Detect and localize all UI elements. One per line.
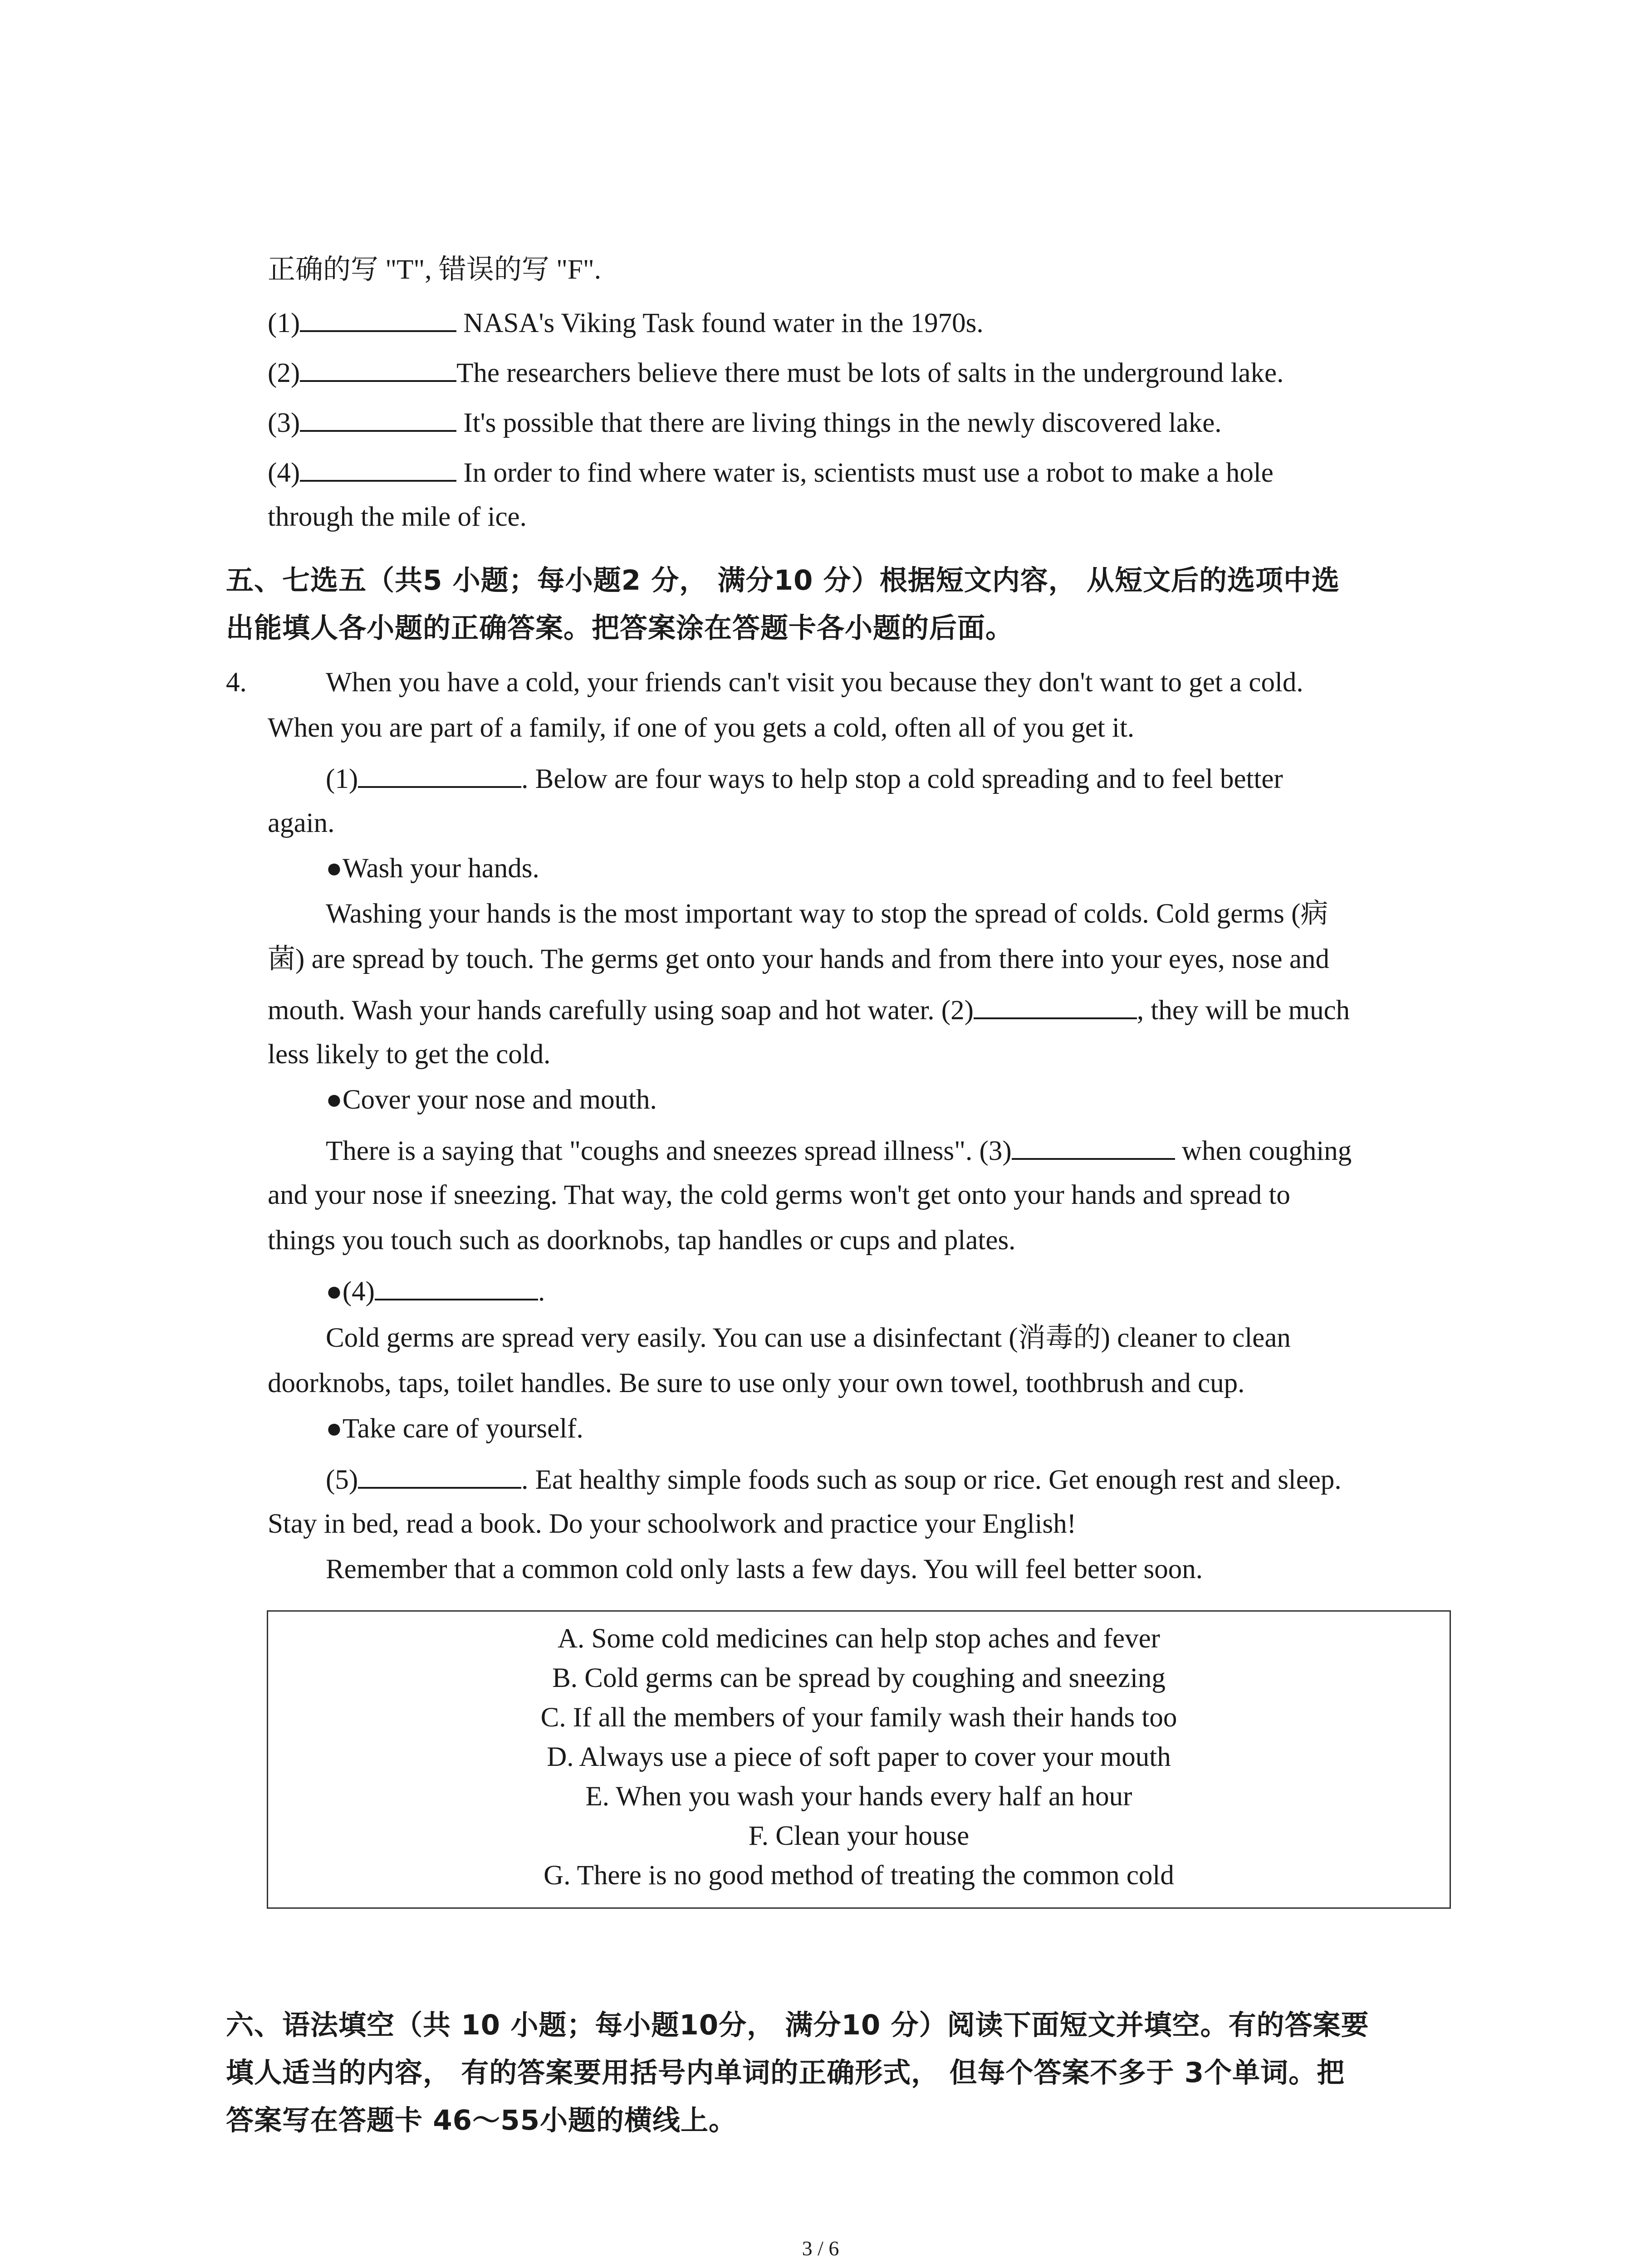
section6-header-line2: 填人适当的内容， 有的答案要用括号内单词的正确形式， 但每个答案不多于 3个单词。把: [226, 2057, 1345, 2089]
passage-text: , they will be much: [1136, 995, 1350, 1026]
passage-line: again.: [268, 808, 335, 838]
tf-instruction: 正确的写 "T", 错误的写 "F".: [268, 254, 602, 285]
option-f: F. Clean your house: [748, 1821, 970, 1851]
passage-text: .: [538, 1276, 545, 1307]
tf-item-2: [268, 354, 1283, 391]
option-b: B. Cold germs can be spread by coughing and sneezing: [552, 1663, 1166, 1693]
passage-line: [326, 1461, 1342, 1498]
bullet-heading: ●Take care of yourself.: [326, 1413, 583, 1444]
bullet-heading: [326, 1272, 545, 1310]
options-box: [267, 1610, 1451, 1909]
passage-line: [268, 991, 1350, 1029]
blank-number: (5): [326, 1465, 358, 1495]
passage-line: less likely to get the cold.: [268, 1039, 551, 1070]
answer-blank-4[interactable]: [375, 1272, 538, 1300]
item-text: In order to find where water is, scientists must use a robot to make a hole: [456, 458, 1274, 488]
passage-text: . Eat healthy simple foods such as soup or rice. Get enough rest and sleep.: [521, 1465, 1342, 1495]
question-number: 4.: [226, 667, 247, 698]
option-e: E. When you wash your hands every half an hour: [585, 1781, 1132, 1812]
section5-header-line2: 出能填人各小题的正确答案。把答案涂在答题卡各小题的后面。: [226, 612, 1014, 644]
passage-line: Washing your hands is the most important way to stop the spread of colds. Cold germs (病: [326, 899, 1328, 929]
passage-text: mouth. Wash your hands carefully using soap and hot water. (2): [268, 995, 974, 1026]
item-number: (1): [268, 308, 300, 338]
answer-blank[interactable]: [300, 304, 456, 332]
answer-blank[interactable]: [300, 404, 456, 432]
tf-item-3: [268, 404, 1222, 441]
answer-blank-2[interactable]: [974, 991, 1137, 1019]
passage-line: When you have a cold, your friends can't visit you because they don't want to get a cold.: [326, 667, 1303, 698]
passage-line: [326, 1132, 1352, 1169]
tf-item-4: [268, 454, 1274, 491]
passage-line: [326, 760, 1283, 797]
passage-line: Cold germs are spread very easily. You can use a disinfectant (消毒的) cleaner to clean: [326, 1323, 1291, 1353]
answer-blank[interactable]: [300, 354, 456, 382]
section5-header-line1: 五、七选五（共5 小题；每小题2 分， 满分10 分）根据短文内容， 从短文后的选项中选: [226, 564, 1340, 596]
blank-number: ●(4): [326, 1276, 375, 1307]
section6-header-line1: 六、语法填空（共 10 小题；每小题10分， 满分10 分）阅读下面短文并填空。有的答案要: [226, 2009, 1369, 2041]
item-number: (3): [268, 408, 300, 438]
tf-item-1: [268, 304, 984, 342]
answer-blank[interactable]: [300, 454, 456, 482]
item-text: The researchers believe there must be lots of salts in the underground lake.: [456, 358, 1284, 388]
tf-item-4-continued: through the mile of ice.: [268, 502, 527, 532]
passage-text: . Below are four ways to help stop a cold spreading and to feel better: [521, 764, 1283, 794]
item-text: NASA's Viking Task found water in the 1970s.: [456, 308, 984, 338]
passage-text: when coughing: [1175, 1136, 1352, 1166]
passage-line: things you touch such as doorknobs, tap handles or cups and plates.: [268, 1225, 1016, 1256]
option-c: C. If all the members of your family wash their hands too: [540, 1702, 1177, 1733]
passage-line: doorknobs, taps, toilet handles. Be sure to use only your own towel, toothbrush and cup.: [268, 1368, 1245, 1398]
passage-line: When you are part of a family, if one of you gets a cold, often all of you get it.: [268, 713, 1135, 743]
passage-line: and your nose if sneezing. That way, the cold germs won't get onto your hands and spread to: [268, 1180, 1290, 1210]
passage-text: There is a saying that "coughs and sneezes spread illness". (3): [326, 1136, 1012, 1166]
passage-line: 菌) are spread by touch. The germs get onto your hands and from there into your eyes, nose and: [268, 944, 1329, 974]
blank-number: (1): [326, 764, 358, 794]
passage-line: Stay in bed, read a book. Do your schoolwork and practice your English!: [268, 1509, 1077, 1539]
option-d: D. Always use a piece of soft paper to cover your mouth: [547, 1742, 1171, 1772]
item-text: It's possible that there are living things in the newly discovered lake.: [456, 408, 1222, 438]
option-a: A. Some cold medicines can help stop aches and fever: [557, 1623, 1160, 1654]
passage-line: Remember that a common cold only lasts a few days. You will feel better soon.: [326, 1554, 1203, 1584]
option-g: G. There is no good method of treating the common cold: [544, 1860, 1174, 1891]
page-number: 3 / 6: [802, 2237, 839, 2260]
answer-blank-3[interactable]: [1012, 1132, 1175, 1160]
answer-blank-1[interactable]: [358, 760, 521, 788]
bullet-heading: ●Wash your hands.: [326, 853, 539, 884]
section6-header-line3: 答案写在答题卡 46～55小题的横线上。: [226, 2104, 737, 2136]
item-number: (2): [268, 358, 300, 388]
answer-blank-5[interactable]: [358, 1461, 521, 1489]
item-number: (4): [268, 458, 300, 488]
bullet-heading: ●Cover your nose and mouth.: [326, 1085, 657, 1115]
